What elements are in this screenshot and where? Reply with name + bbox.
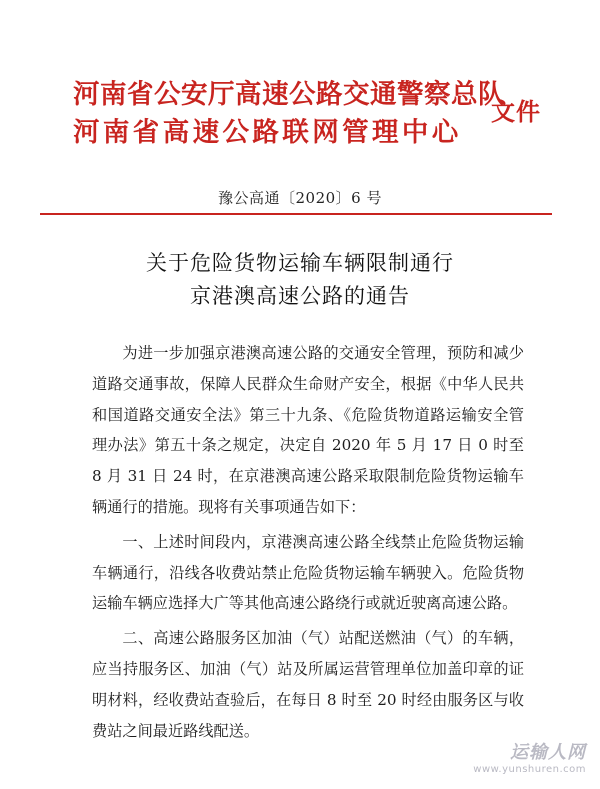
issuer-line-2: 河南省高速公路联网管理中心 [73, 117, 462, 148]
title-line-2: 京港澳高速公路的通告 [190, 284, 410, 308]
red-divider [40, 213, 552, 215]
issuer-line-1: 河南省公安厅高速公路交通警察总队 [73, 79, 505, 110]
paragraph-item-1: 一、上述时间段内，京港澳高速公路全线禁止危险货物运输车辆通行，沿线各收费站禁止危险货物运输车辆驶入。危险货物运输车辆应选择大广等其他高速公路绕行或就近驶离高速公路。 [92, 532, 524, 613]
watermark-logo-text: 运输人网 [510, 742, 586, 763]
paragraph-item-2: 二、高速公路服务区加油（气）站配送燃油（气）的车辆，应当持服务区、加油（气）站及所属运营管理单位加盖印章的证明材料，经收费站查验后，在每日 8 时至 20 时经由服务区与收费站之间最近路线配送。 [92, 629, 524, 740]
paragraph-intro: 为进一步加强京港澳高速公路的交通安全管理，预防和减少道路交通事故，保障人民群众生命财产安全，根据《中华人民共和国道路交通安全法》第三十九条、《危险货物道路运输安全管理办法》第五十条之规定，决定自 2020 年 5 月 17 日 0 时至 8 月 31 日 24 时，在京港澳高速公路采取限制危险货物运输车辆通行的措施。现将有关事项通告如下： [92, 344, 524, 516]
watermark [473, 738, 586, 775]
body-text [92, 338, 524, 750]
title-line-1: 关于危险货物运输车辆限制通行 [146, 251, 454, 275]
document-number: 豫公高通〔2020〕6 号 [218, 189, 382, 207]
watermark-url: www.yunshuren.com [473, 764, 586, 775]
doc-type-label: 文件 [491, 98, 541, 126]
document-header [0, 72, 600, 152]
